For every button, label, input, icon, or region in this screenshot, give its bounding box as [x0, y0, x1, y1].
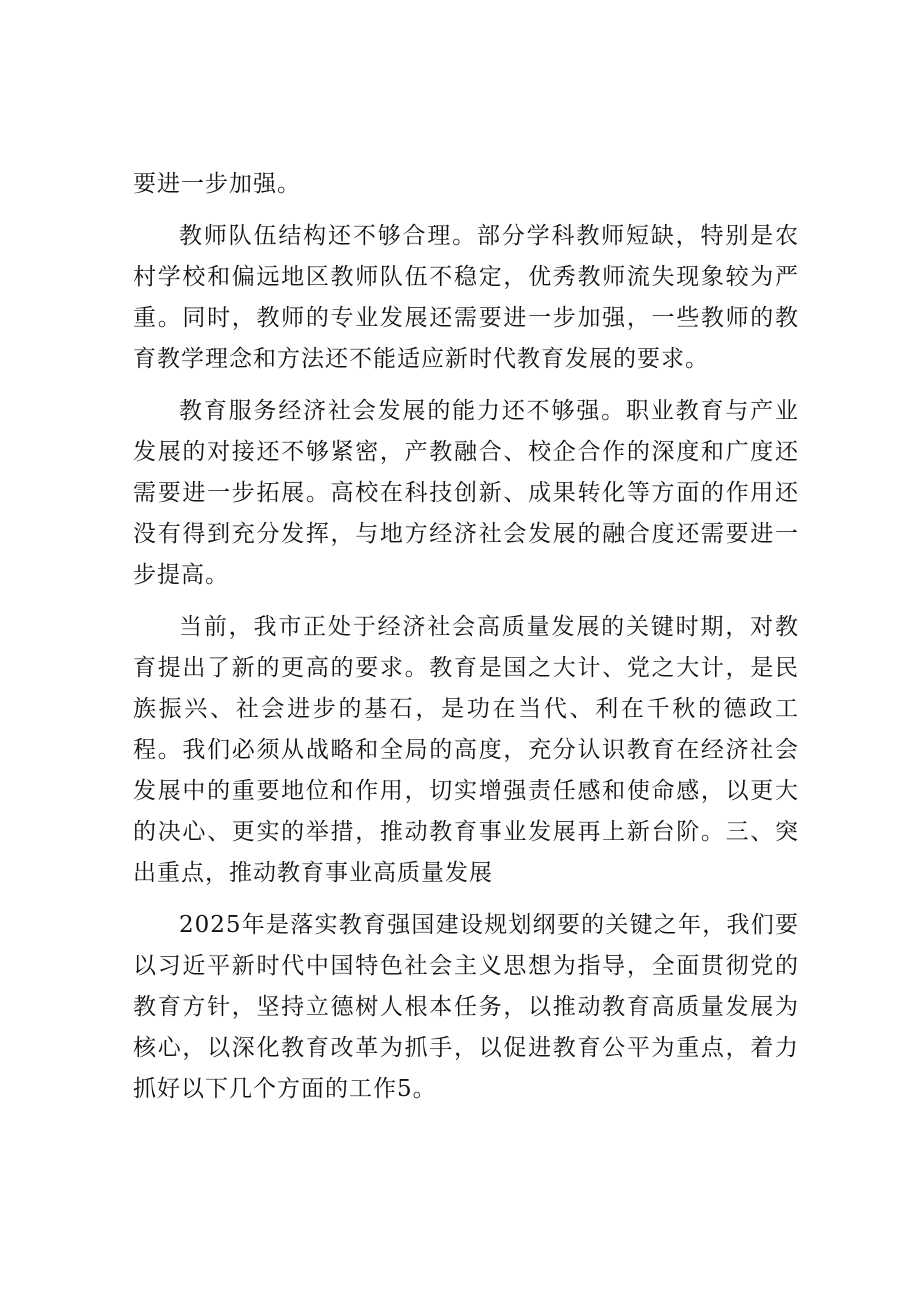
paragraph-current-situation: 当前，我市正处于经济社会高质量发展的关键时期，对教育提出了新的更高的要求。教育是国之大计、党之大计，是民族振兴、社会进步的基石，是功在当代、利在千秋的德政工程。我们必须从战略和全局的高度，充分认识教育在经济社会发展中的重要地位和作用，切实增强责任感和使命感，以更大的决心、更实的举措，推动教育事业发展再上新台阶。三、突出重点，推动教育事业高质量发展 — [133, 614, 799, 886]
paragraph-continuation: 要进一步加强。 — [133, 171, 301, 197]
document-body — [133, 164, 799, 1121]
paragraph-economic-service: 教育服务经济社会发展的能力还不够强。职业教育与产业发展的对接还不够紧密，产教融合、校企合作的深度和广度还需要进一步拓展。高校在科技创新、成果转化等方面的作用还没有得到充分发挥，与地方经济社会发展的融合度还需要进一步提高。 — [133, 398, 799, 588]
paragraph-2025-plan: 2025年是落实教育强国建设规划纲要的关键之年，我们要以习近平新时代中国特色社会主义思想为指导，全面贯彻党的教育方针，坚持立德树人根本任务，以推动教育高质量发展为核心，以深化教育改革为抓手，以促进教育公平为重点，着力抓好以下几个方面的工作5。 — [133, 912, 799, 1102]
paragraph-teacher-structure: 教师队伍结构还不够合理。部分学科教师短缺，特别是农村学校和偏远地区教师队伍不稳定，优秀教师流失现象较为严重。同时，教师的专业发展还需要进一步加强，一些教师的教育教学理念和方法还不能适应新时代教育发展的要求。 — [133, 223, 799, 372]
